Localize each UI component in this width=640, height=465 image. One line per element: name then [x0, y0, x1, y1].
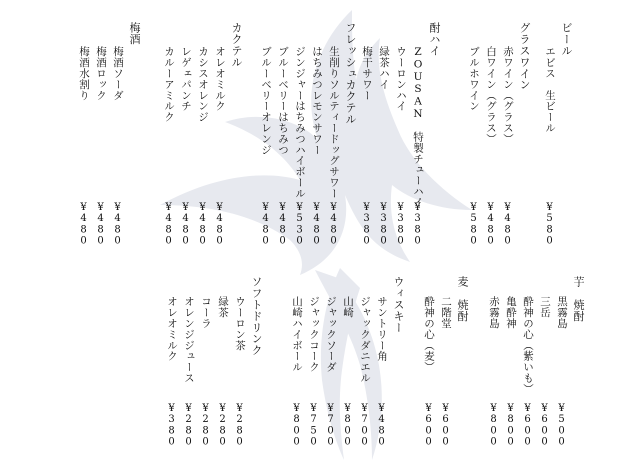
section-6-heading-column: [572, 0, 585, 465]
item-price: ¥530: [294, 202, 305, 247]
item-price: ¥380: [361, 202, 372, 247]
item-name: ZOUSAN 特製チューハイ: [412, 46, 424, 208]
item-name: 黒霧島: [556, 296, 568, 329]
item-price: ¥600: [423, 403, 434, 448]
item-price: ¥480: [163, 202, 174, 247]
item-price: ¥480: [328, 202, 339, 247]
item-price: ¥380: [378, 202, 389, 247]
item-price: ¥480: [260, 202, 271, 247]
item-name: エビス 生ビール: [544, 46, 556, 134]
menu-item-6-3-column: [504, 0, 517, 465]
item-price: ¥480: [485, 202, 496, 247]
item-price: ¥280: [183, 403, 194, 448]
menu-item-8-4-column: [307, 0, 320, 465]
menu-item-7-0-column: [439, 0, 452, 465]
item-price: ¥480: [502, 202, 513, 247]
menu-item-8-2-column: [341, 0, 354, 465]
item-name: 白ワイン（グラス）: [485, 46, 497, 145]
section-9-heading-column: [250, 0, 263, 465]
menu-item-8-5-column: [290, 0, 303, 465]
item-name: 生削りソルティードッグサワー: [328, 46, 340, 199]
item-price: ¥800: [291, 403, 302, 448]
item-name: 酔神の心（麦）: [423, 296, 435, 373]
item-price: ¥480: [95, 202, 106, 247]
section-heading: 芋 焼酎: [572, 276, 585, 322]
item-name: 亀酔神: [505, 296, 517, 329]
item-name: 梅酒ロック: [95, 46, 107, 101]
item-price: ¥600: [539, 403, 550, 448]
section-heading: 酎ハイ: [428, 22, 441, 57]
item-price: ¥480: [311, 202, 322, 247]
item-name: 二階堂: [440, 296, 452, 329]
item-name: オレオミルク: [166, 296, 178, 362]
item-name: サントリー角: [376, 296, 388, 362]
item-price: ¥280: [217, 403, 228, 448]
item-name: レゲェパンチ: [180, 46, 192, 112]
item-price: ¥480: [180, 202, 191, 247]
item-name: 山崎ハイボール: [291, 296, 303, 373]
item-price: ¥480: [376, 403, 387, 448]
item-name: オレンジジュース: [183, 296, 195, 384]
item-name: 梅干サワー: [361, 46, 373, 101]
item-name: コーラ: [200, 296, 212, 329]
item-price: ¥800: [488, 403, 499, 448]
section-7-heading-column: [456, 0, 469, 465]
item-price: ¥580: [544, 202, 555, 247]
item-price: ¥380: [166, 403, 177, 448]
menu-item-5-1-column: [94, 0, 107, 465]
menu-item-8-3-column: [324, 0, 337, 465]
item-name: ウーロンハイ: [395, 46, 407, 112]
menu-item-9-0-column: [233, 0, 246, 465]
menu-item-6-2-column: [521, 0, 534, 465]
menu-item-5-2-column: [77, 0, 90, 465]
item-price: ¥600: [522, 403, 533, 448]
menu-item-6-1-column: [538, 0, 551, 465]
section-heading: ウィスキー: [392, 276, 405, 333]
section-heading: ビール: [560, 22, 573, 57]
section-heading: フレッシュカクテル: [344, 22, 357, 125]
menu-item-8-1-column: [358, 0, 371, 465]
item-price: ¥280: [200, 403, 211, 448]
item-price: ¥700: [359, 403, 370, 448]
section-5-heading-column: [128, 0, 141, 465]
menu-item-9-1-column: [216, 0, 229, 465]
item-name: ジャックコーク: [308, 296, 320, 373]
item-name: 緑茶ハイ: [378, 46, 390, 90]
item-name: ジャックソーダ: [325, 296, 337, 373]
menu-item-6-0-column: [555, 0, 568, 465]
section-heading: カクテル: [230, 22, 243, 68]
item-price: ¥480: [197, 202, 208, 247]
menu-item-9-2-column: [199, 0, 212, 465]
menu-item-9-4-column: [165, 0, 178, 465]
item-price: ¥600: [440, 403, 451, 448]
item-name: ブルーベリーはちみつ: [277, 46, 289, 155]
item-name: 梅酒ソーダ: [112, 46, 124, 101]
item-price: ¥800: [505, 403, 516, 448]
item-price: ¥380: [412, 202, 423, 247]
section-heading: 麦 焼酎: [456, 276, 469, 322]
item-name: カシスオレンジ: [197, 46, 209, 123]
menu-item-9-3-column: [182, 0, 195, 465]
item-price: ¥500: [556, 403, 567, 448]
item-name: 緑茶: [217, 296, 229, 318]
item-price: ¥580: [468, 202, 479, 247]
item-name: 赤ワイン（グラス）: [502, 46, 514, 145]
item-name: 酔神の心（紫いも）: [522, 296, 534, 395]
menu-item-8-0-column: [375, 0, 388, 465]
item-name: 山崎: [342, 296, 354, 318]
section-heading: 梅酒: [128, 22, 141, 45]
item-name: ウーロン茶: [234, 296, 246, 351]
item-price: ¥480: [112, 202, 123, 247]
item-name: カルーアミルク: [163, 46, 175, 123]
menu-item-3-3-column: [276, 0, 289, 465]
menu-item-5-0-column: [111, 0, 124, 465]
item-name: オレオミルク: [214, 46, 226, 112]
menu-item-6-4-column: [487, 0, 500, 465]
item-price: ¥750: [308, 403, 319, 448]
item-price: ¥800: [342, 403, 353, 448]
item-price: ¥380: [395, 202, 406, 247]
item-name: ジャックダニエル: [359, 296, 371, 384]
item-name: 三岳: [539, 296, 551, 318]
item-name: ブルホワイン: [468, 46, 480, 112]
item-price: ¥280: [234, 403, 245, 448]
item-name: ジンジャーはちみつハイボール: [294, 46, 306, 199]
item-name: はちみつレモンサワー: [311, 46, 323, 155]
section-8-heading-column: [392, 0, 405, 465]
section-heading: グラスワイン: [518, 22, 531, 91]
item-price: ¥700: [325, 403, 336, 448]
item-name: 梅酒水割り: [78, 46, 90, 101]
menu-item-7-1-column: [422, 0, 435, 465]
section-heading: ソフトドリンク: [250, 276, 263, 356]
item-name: ブルーベリーオレンジ: [260, 46, 272, 155]
item-price: ¥480: [214, 202, 225, 247]
item-name: 赤霧島: [488, 296, 500, 329]
item-price: ¥480: [78, 202, 89, 247]
item-price: ¥480: [277, 202, 288, 247]
